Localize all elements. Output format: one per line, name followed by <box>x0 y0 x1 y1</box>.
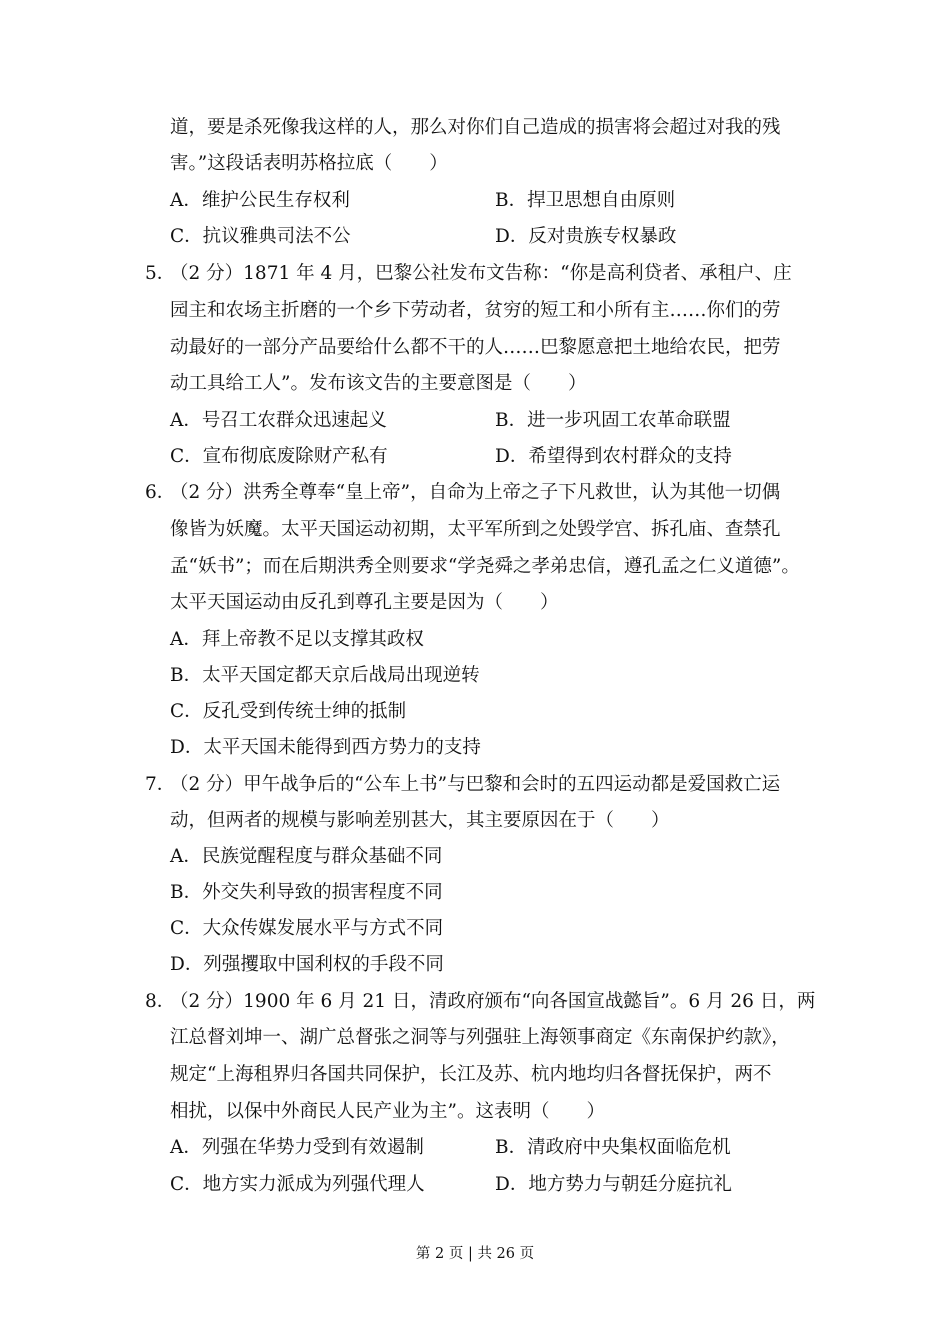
question-5-line: 动工具给工人”。发布该文告的主要意图是（ ） <box>170 373 587 394</box>
question-5-line: 园主和农场主折磨的一个乡下劳动者，贫穷的短工和小所有主……你们的劳 <box>170 300 781 321</box>
option-b: B．清政府中央集权面临危机 <box>495 1137 731 1158</box>
option-c: C．宣布彻底废除财产私有 <box>170 446 388 467</box>
option-d: D．希望得到农村群众的支持 <box>495 446 732 467</box>
question-6-line: 孟“妖书”；而在后期洪秀全则要求“学尧舜之孝弟忠信，遵孔孟之仁义道德”。 <box>170 556 800 577</box>
option-d: D．列强攫取中国利权的手段不同 <box>170 954 444 975</box>
option-a: A．列强在华势力受到有效遏制 <box>170 1137 424 1158</box>
question-6-line: 像皆为妖魔。太平天国运动初期，太平军所到之处毁学宫、拆孔庙、查禁孔 <box>170 519 781 540</box>
option-c: C．大众传媒发展水平与方式不同 <box>170 918 444 939</box>
option-a: A．拜上帝教不足以支撑其政权 <box>170 629 424 650</box>
question-7-line: （2 分）甲午战争后的“公车上书”与巴黎和会时的五四运动都是爱国救亡运 <box>170 774 781 795</box>
option-a: A．号召工农群众迅速起义 <box>170 410 387 431</box>
question-5-line: 动最好的一部分产品要给什么都不干的人……巴黎愿意把土地给农民，把劳 <box>170 337 781 358</box>
option-d: D．太平天国未能得到西方势力的支持 <box>170 737 481 758</box>
option-d: D．地方势力与朝廷分庭抗礼 <box>495 1174 732 1195</box>
option-b: B．捍卫思想自由原则 <box>495 190 676 211</box>
question-6-line: （2 分）洪秀全尊奉“皇上帝”，自命为上帝之子下凡救世，认为其他一切偶 <box>170 482 781 503</box>
question-4-line: 道，要是杀死像我这样的人，那么对你们自己造成的损害将会超过对我的残 <box>170 117 781 138</box>
option-a: A．民族觉醒程度与群众基础不同 <box>170 846 443 867</box>
question-number: 8． <box>145 991 176 1012</box>
option-c: C．地方实力派成为列强代理人 <box>170 1174 425 1195</box>
page-footer: 第 2 页 | 共 26 页 <box>415 1246 535 1262</box>
question-4-line: 害。”这段话表明苏格拉底（ ） <box>170 153 448 174</box>
question-number: 7． <box>145 774 176 795</box>
question-7-line: 动，但两者的规模与影响差别甚大，其主要原因在于（ ） <box>170 810 670 831</box>
question-6-line: 太平天国运动由反孔到尊孔主要是因为（ ） <box>170 592 559 613</box>
option-c: C．抗议雅典司法不公 <box>170 226 351 247</box>
question-8-line: 江总督刘坤一、湖广总督张之洞等与列强驻上海领事商定《东南保护约款》， <box>170 1027 790 1048</box>
option-c: C．反孔受到传统士绅的抵制 <box>170 701 407 722</box>
option-d: D．反对贵族专权暴政 <box>495 226 677 247</box>
option-b: B．外交失利导致的损害程度不同 <box>170 882 443 903</box>
question-number: 5． <box>145 263 176 284</box>
option-b: B．太平天国定都天京后战局出现逆转 <box>170 665 480 686</box>
question-5-line: （2 分）1871 年 4 月，巴黎公社发布文告称：“你是高利贷者、承租户、庄 <box>170 263 792 284</box>
option-a: A．维护公民生存权利 <box>170 190 350 211</box>
question-8-line: （2 分）1900 年 6 月 21 日，清政府颁布“向各国宣战懿旨”。6 月 26 日，两 <box>170 991 816 1012</box>
question-number: 6． <box>145 482 176 503</box>
option-b: B．进一步巩固工农革命联盟 <box>495 410 731 431</box>
question-8-line: 规定“上海租界归各国共同保护，长江及苏、杭内地均归各督抚保护，两不 <box>170 1064 772 1085</box>
question-8-line: 相扰，以保中外商民人民产业为主”。这表明（ ） <box>170 1101 605 1122</box>
